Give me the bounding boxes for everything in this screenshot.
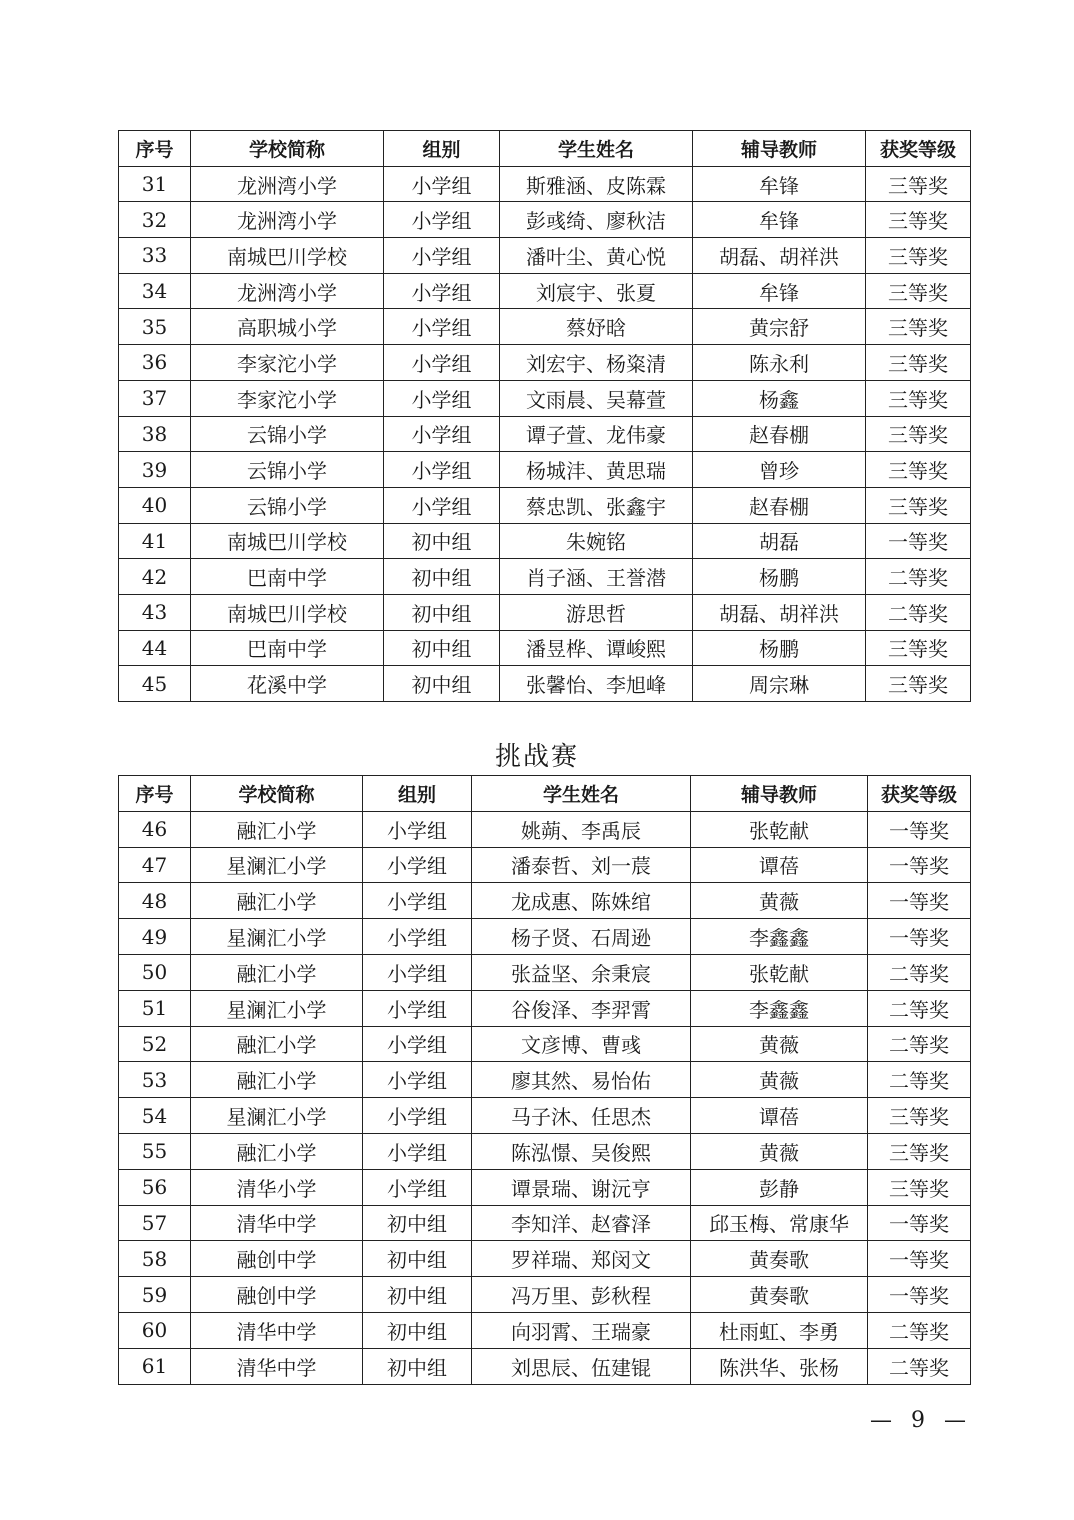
- table-cell: 三等奖: [866, 380, 971, 416]
- table-cell: 42: [119, 559, 191, 595]
- table-cell: 融汇小学: [191, 1133, 363, 1169]
- table-cell: 小学组: [363, 954, 472, 990]
- table-cell: 初中组: [363, 1277, 472, 1313]
- table-cell: 小学组: [384, 202, 500, 238]
- table-row: [119, 883, 971, 919]
- table-row: [119, 1169, 971, 1205]
- table-cell: 小学组: [384, 309, 500, 345]
- table-row: [119, 1062, 971, 1098]
- table-row: [119, 487, 971, 523]
- table-cell: 59: [119, 1277, 191, 1313]
- table-cell: 小学组: [384, 166, 500, 202]
- section-title: 挑战赛: [494, 742, 579, 772]
- table-cell: 牟锋: [693, 166, 866, 202]
- header-cell: 辅导教师: [691, 776, 868, 812]
- table-row: [119, 273, 971, 309]
- awards-table-2: [118, 775, 971, 1385]
- table-cell: 一等奖: [868, 1205, 971, 1241]
- table-cell: 云锦小学: [191, 416, 384, 452]
- table-cell: 34: [119, 273, 191, 309]
- table-cell: 三等奖: [868, 1133, 971, 1169]
- table-cell: 初中组: [384, 666, 500, 702]
- table-cell: 小学组: [363, 1098, 472, 1134]
- table-cell: 47: [119, 847, 191, 883]
- awards-table-1: [118, 130, 971, 702]
- table-cell: 清华中学: [191, 1312, 363, 1348]
- table-cell: 55: [119, 1133, 191, 1169]
- header-cell: 获奖等级: [866, 131, 971, 167]
- table-cell: 39: [119, 452, 191, 488]
- table-cell: 张馨怡、李旭峰: [500, 666, 693, 702]
- table-cell: 赵春棚: [693, 487, 866, 523]
- table-cell: 三等奖: [866, 202, 971, 238]
- table-cell: 35: [119, 309, 191, 345]
- table-cell: 李家沱小学: [191, 345, 384, 381]
- table-cell: 小学组: [384, 487, 500, 523]
- table-cell: 58: [119, 1241, 191, 1277]
- table-cell: 一等奖: [868, 847, 971, 883]
- table-cell: 云锦小学: [191, 487, 384, 523]
- table-cell: 文彦博、曹彧: [472, 1026, 691, 1062]
- table-row: [119, 954, 971, 990]
- table-cell: 三等奖: [866, 666, 971, 702]
- table-row: [119, 1098, 971, 1134]
- table-row: [119, 1348, 971, 1384]
- table-cell: 花溪中学: [191, 666, 384, 702]
- table-cell: 彭彧绮、廖秋洁: [500, 202, 693, 238]
- table-cell: 云锦小学: [191, 452, 384, 488]
- table-cell: 杨子贤、石周逊: [472, 919, 691, 955]
- table-cell: 初中组: [384, 523, 500, 559]
- table-cell: 三等奖: [866, 309, 971, 345]
- table-cell: 南城巴川学校: [191, 523, 384, 559]
- table-cell: 三等奖: [866, 416, 971, 452]
- table-row: [119, 202, 971, 238]
- table-cell: 53: [119, 1062, 191, 1098]
- header-row: [119, 131, 971, 167]
- table-cell: 谭蓓: [691, 1098, 868, 1134]
- table-cell: 潘叶尘、黄心悦: [500, 238, 693, 274]
- table-row: [119, 594, 971, 630]
- table-cell: 43: [119, 594, 191, 630]
- table-cell: 融汇小学: [191, 1026, 363, 1062]
- table-cell: 谭蓓: [691, 847, 868, 883]
- header-cell: 组别: [363, 776, 472, 812]
- table-cell: 肖子涵、王誉潜: [500, 559, 693, 595]
- table-row: [119, 380, 971, 416]
- table-cell: 朱婉铭: [500, 523, 693, 559]
- table-cell: 胡磊: [693, 523, 866, 559]
- table-cell: 黄薇: [691, 1133, 868, 1169]
- table-row: [119, 1026, 971, 1062]
- table-cell: 一等奖: [868, 811, 971, 847]
- table-cell: 融汇小学: [191, 1062, 363, 1098]
- table-cell: 小学组: [363, 811, 472, 847]
- table-cell: 50: [119, 954, 191, 990]
- table-cell: 61: [119, 1348, 191, 1384]
- table-cell: 小学组: [363, 1169, 472, 1205]
- table-cell: 谭景瑞、谢沅亨: [472, 1169, 691, 1205]
- table-cell: 黄奏歌: [691, 1241, 868, 1277]
- table-row: [119, 847, 971, 883]
- table-cell: 杨鑫: [693, 380, 866, 416]
- table-cell: 马子沐、任思杰: [472, 1098, 691, 1134]
- table-cell: 斯雅涵、皮陈霖: [500, 166, 693, 202]
- table-cell: 31: [119, 166, 191, 202]
- table-cell: 蔡妤晗: [500, 309, 693, 345]
- table-cell: 一等奖: [866, 523, 971, 559]
- table-cell: 二等奖: [868, 954, 971, 990]
- table-cell: 44: [119, 630, 191, 666]
- table-cell: 刘思辰、伍建锟: [472, 1348, 691, 1384]
- table-cell: 41: [119, 523, 191, 559]
- table-cell: 56: [119, 1169, 191, 1205]
- table-cell: 一等奖: [868, 1241, 971, 1277]
- table-row: [119, 452, 971, 488]
- header-cell: 学校简称: [191, 776, 363, 812]
- table-cell: 小学组: [384, 273, 500, 309]
- table-cell: 黄宗舒: [693, 309, 866, 345]
- header-cell: 序号: [119, 131, 191, 167]
- table-cell: 小学组: [363, 990, 472, 1026]
- table-cell: 向羽霄、王瑞豪: [472, 1312, 691, 1348]
- table-cell: 曾珍: [693, 452, 866, 488]
- table-cell: 三等奖: [868, 1169, 971, 1205]
- table-cell: 融创中学: [191, 1241, 363, 1277]
- table-cell: 牟锋: [693, 202, 866, 238]
- table-cell: 48: [119, 883, 191, 919]
- table-cell: 姚蒴、李禹辰: [472, 811, 691, 847]
- table-cell: 李鑫鑫: [691, 919, 868, 955]
- table-cell: 初中组: [384, 630, 500, 666]
- table-cell: 冯万里、彭秋程: [472, 1277, 691, 1313]
- table-cell: 一等奖: [868, 883, 971, 919]
- table-cell: 陈泓憬、吴俊熙: [472, 1133, 691, 1169]
- header-cell: 序号: [119, 776, 191, 812]
- table-cell: 游思哲: [500, 594, 693, 630]
- page-number: — 9 —: [870, 1408, 972, 1433]
- header-cell: 学校简称: [191, 131, 384, 167]
- table-cell: 文雨晨、吴幕萱: [500, 380, 693, 416]
- table-cell: 二等奖: [868, 990, 971, 1026]
- table-row: [119, 1241, 971, 1277]
- table-cell: 初中组: [363, 1312, 472, 1348]
- table-cell: 融汇小学: [191, 954, 363, 990]
- table-cell: 清华中学: [191, 1348, 363, 1384]
- table-row: [119, 811, 971, 847]
- table-cell: 小学组: [363, 1026, 472, 1062]
- header-cell: 学生姓名: [472, 776, 691, 812]
- table-cell: 星澜汇小学: [191, 990, 363, 1026]
- table-cell: 38: [119, 416, 191, 452]
- table-cell: 小学组: [384, 345, 500, 381]
- table-cell: 初中组: [384, 594, 500, 630]
- table-cell: 黄薇: [691, 1062, 868, 1098]
- table-cell: 潘昱桦、谭峻熙: [500, 630, 693, 666]
- table-row: [119, 416, 971, 452]
- table-cell: 星澜汇小学: [191, 1098, 363, 1134]
- table-cell: 谷俊泽、李羿霄: [472, 990, 691, 1026]
- table-row: [119, 630, 971, 666]
- table-row: [119, 1133, 971, 1169]
- table-cell: 龙洲湾小学: [191, 273, 384, 309]
- table-cell: 龙洲湾小学: [191, 166, 384, 202]
- table-cell: 三等奖: [866, 630, 971, 666]
- table-cell: 李家沱小学: [191, 380, 384, 416]
- table-row: [119, 166, 971, 202]
- table-row: [119, 523, 971, 559]
- table-cell: 黄奏歌: [691, 1277, 868, 1313]
- table-cell: 周宗琳: [693, 666, 866, 702]
- table-cell: 罗祥瑞、郑闵文: [472, 1241, 691, 1277]
- table-cell: 黄薇: [691, 883, 868, 919]
- table-cell: 南城巴川学校: [191, 238, 384, 274]
- header-cell: 获奖等级: [868, 776, 971, 812]
- table-cell: 融创中学: [191, 1277, 363, 1313]
- table-cell: 初中组: [384, 559, 500, 595]
- table-cell: 46: [119, 811, 191, 847]
- table-cell: 陈永利: [693, 345, 866, 381]
- table-cell: 刘宏宇、杨粢清: [500, 345, 693, 381]
- table-row: [119, 309, 971, 345]
- table-cell: 49: [119, 919, 191, 955]
- table-cell: 陈洪华、张杨: [691, 1348, 868, 1384]
- table-cell: 三等奖: [866, 487, 971, 523]
- table-cell: 二等奖: [868, 1348, 971, 1384]
- table-cell: 57: [119, 1205, 191, 1241]
- table-cell: 融汇小学: [191, 883, 363, 919]
- table-cell: 廖其然、易怡佑: [472, 1062, 691, 1098]
- table-cell: 小学组: [363, 1133, 472, 1169]
- table-cell: 黄薇: [691, 1026, 868, 1062]
- table-cell: 初中组: [363, 1241, 472, 1277]
- table-cell: 融汇小学: [191, 811, 363, 847]
- table-cell: 初中组: [363, 1205, 472, 1241]
- table-cell: 小学组: [363, 919, 472, 955]
- table-cell: 三等奖: [866, 273, 971, 309]
- table-cell: 51: [119, 990, 191, 1026]
- table-cell: 小学组: [384, 380, 500, 416]
- table-cell: 龙成惠、陈姝绾: [472, 883, 691, 919]
- table-row: [119, 238, 971, 274]
- table-cell: 巴南中学: [191, 559, 384, 595]
- table-cell: 二等奖: [866, 559, 971, 595]
- table-cell: 星澜汇小学: [191, 919, 363, 955]
- table-cell: 60: [119, 1312, 191, 1348]
- table-cell: 清华小学: [191, 1169, 363, 1205]
- table-cell: 小学组: [384, 238, 500, 274]
- table-cell: 南城巴川学校: [191, 594, 384, 630]
- table-cell: 45: [119, 666, 191, 702]
- table-row: [119, 990, 971, 1026]
- table-cell: 张乾献: [691, 811, 868, 847]
- table-cell: 32: [119, 202, 191, 238]
- table-cell: 张益坚、余秉宸: [472, 954, 691, 990]
- table-cell: 小学组: [363, 847, 472, 883]
- table-cell: 胡磊、胡祥洪: [693, 238, 866, 274]
- table-cell: 初中组: [363, 1348, 472, 1384]
- table-cell: 三等奖: [868, 1098, 971, 1134]
- table-cell: 36: [119, 345, 191, 381]
- table-cell: 胡磊、胡祥洪: [693, 594, 866, 630]
- table-cell: 小学组: [363, 883, 472, 919]
- table-row: [119, 345, 971, 381]
- table-cell: 54: [119, 1098, 191, 1134]
- table-cell: 蔡忠凯、张鑫宇: [500, 487, 693, 523]
- header-cell: 组别: [384, 131, 500, 167]
- table-cell: 小学组: [384, 416, 500, 452]
- table-cell: 谭子萱、龙伟豪: [500, 416, 693, 452]
- table-cell: 一等奖: [868, 919, 971, 955]
- table-cell: 李鑫鑫: [691, 990, 868, 1026]
- header-row: [119, 776, 971, 812]
- table-cell: 三等奖: [866, 452, 971, 488]
- table-cell: 牟锋: [693, 273, 866, 309]
- table-cell: 小学组: [384, 452, 500, 488]
- table-cell: 李知洋、赵睿泽: [472, 1205, 691, 1241]
- table-cell: 高职城小学: [191, 309, 384, 345]
- table-row: [119, 1277, 971, 1313]
- table-cell: 邱玉梅、常康华: [691, 1205, 868, 1241]
- table-cell: 三等奖: [866, 345, 971, 381]
- table-row: [119, 1205, 971, 1241]
- table-cell: 杜雨虹、李勇: [691, 1312, 868, 1348]
- table-cell: 潘泰哲、刘一莀: [472, 847, 691, 883]
- table-row: [119, 559, 971, 595]
- table-cell: 清华中学: [191, 1205, 363, 1241]
- table-cell: 龙洲湾小学: [191, 202, 384, 238]
- table-cell: 杨鹏: [693, 630, 866, 666]
- table-cell: 赵春棚: [693, 416, 866, 452]
- table-cell: 一等奖: [868, 1277, 971, 1313]
- table-row: [119, 1312, 971, 1348]
- table-cell: 二等奖: [868, 1312, 971, 1348]
- table-cell: 三等奖: [866, 166, 971, 202]
- table-cell: 二等奖: [868, 1062, 971, 1098]
- table-cell: 二等奖: [868, 1026, 971, 1062]
- table-row: [119, 919, 971, 955]
- table-cell: 三等奖: [866, 238, 971, 274]
- table-cell: 彭静: [691, 1169, 868, 1205]
- table-cell: 巴南中学: [191, 630, 384, 666]
- header-cell: 辅导教师: [693, 131, 866, 167]
- table-cell: 杨城沣、黄思瑞: [500, 452, 693, 488]
- table-cell: 40: [119, 487, 191, 523]
- table-cell: 37: [119, 380, 191, 416]
- table-cell: 52: [119, 1026, 191, 1062]
- table-row: [119, 666, 971, 702]
- table-cell: 二等奖: [866, 594, 971, 630]
- table-cell: 小学组: [363, 1062, 472, 1098]
- table-cell: 33: [119, 238, 191, 274]
- table-cell: 刘宸宇、张夏: [500, 273, 693, 309]
- header-cell: 学生姓名: [500, 131, 693, 167]
- table-cell: 杨鹏: [693, 559, 866, 595]
- table-cell: 星澜汇小学: [191, 847, 363, 883]
- table-cell: 张乾献: [691, 954, 868, 990]
